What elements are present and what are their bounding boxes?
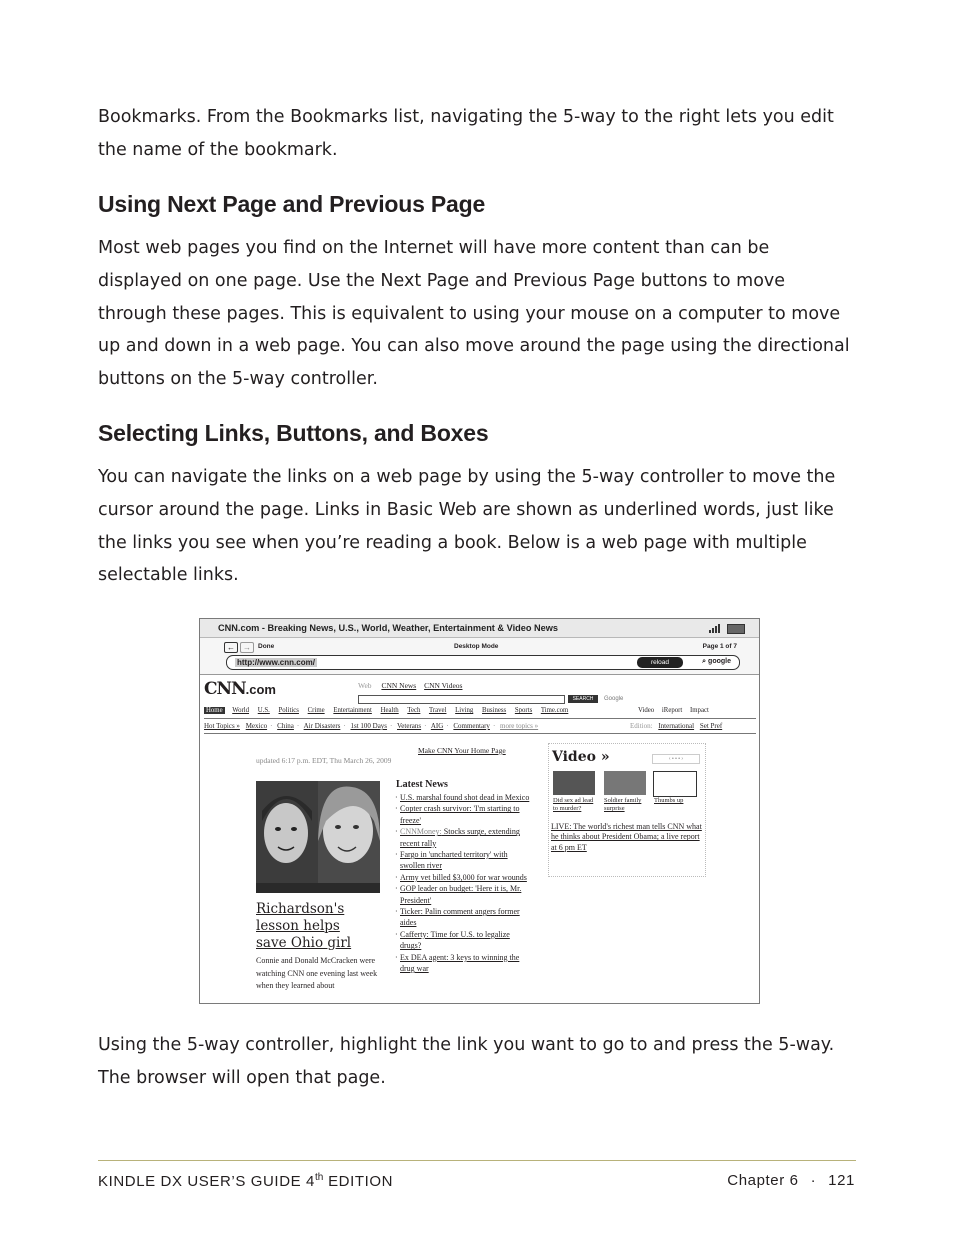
screenshot-window-title: CNN.com - Breaking News, U.S., World, Weather, Entertainment & Video News [218,623,559,633]
hot-topic-link[interactable]: Mexico [245,722,268,730]
nav-item-crime[interactable]: Crime [307,707,325,714]
cnn-top-nav [204,707,575,714]
latest-news-item[interactable] [396,803,530,826]
news-text[interactable]: Fargo in 'uncharted territory' with swollen river [400,850,508,871]
nav-item-impact[interactable]: Impact [690,707,709,714]
google-search-label: google [708,658,731,665]
set-pref-link[interactable]: Set Pref [699,722,723,730]
nav-item-health[interactable]: Health [380,707,399,714]
video-thumbnail[interactable] [553,771,595,795]
news-text[interactable]: Army vet billed $3,000 for war wounds [400,872,527,882]
paragraph-next-previous-page: Most web pages you find on the Internet will have more content than can be displayed on one page. Use the Next Page and Previous Page buttons to move through these pages. This is equivalent to using your mouse on a computer to move up and down in a web page. You can also move around the page using the directional buttons on the 5-way controller. [98,238,850,390]
nav-item-tech[interactable]: Tech [407,707,421,714]
search-tab-cnn-videos[interactable]: CNN Videos [424,681,463,690]
latest-news-item[interactable] [396,849,530,872]
cnn-top-nav-right [638,707,715,714]
video-carousel-controls[interactable]: ‹ • • • › [652,754,700,764]
news-text[interactable]: U.S. marshal found shot dead in Mexico [400,793,530,802]
search-tab-web[interactable]: Web [358,681,372,690]
hot-topic-link[interactable]: Air Disasters [303,722,341,730]
news-text[interactable]: Ex DEA agent: 3 keys to winning the drug war [400,952,520,974]
page-indicator: Page 1 of 7 [702,643,737,650]
headline-line[interactable]: Richardson's [256,901,345,917]
video-heading[interactable]: Video » [552,749,610,765]
nav-item-world[interactable]: World [232,707,250,714]
google-search-button[interactable]: ⌕ google [702,658,731,665]
footer-guide-suffix: EDITION [323,1173,394,1190]
edition-label: Edition: [630,722,653,730]
kindle-browser-screenshot [199,618,760,1004]
news-source-prefix: CNNMoney: [400,827,442,837]
hot-topic-link[interactable]: 1st 100 Days [350,722,388,730]
video-thumbnail[interactable] [653,771,697,797]
edition-selector [630,722,722,730]
footer-page-info [727,1172,855,1189]
battery-icon [727,624,745,634]
video-caption[interactable]: Soldier family surprise [604,797,642,812]
footer-guide-prefix: KINDLE DX USER’S GUIDE 4 [98,1173,315,1190]
latest-news-list [396,792,530,975]
latest-news-item[interactable] [396,906,530,929]
nav-item-travel[interactable]: Travel [428,707,447,714]
hot-topic-link[interactable]: more topics » [500,722,539,730]
hot-topic-link[interactable]: Veterans [397,722,422,730]
footer-dot: · [810,1172,817,1189]
footer-chapter: Chapter 6 [727,1172,799,1189]
hot-topics-divider [204,733,756,734]
latest-news-item[interactable] [396,952,530,975]
news-text[interactable]: Copter crash survivor: 'I'm starting to freeze' [400,804,520,825]
nav-item-video[interactable]: Video [638,707,655,714]
footer-guide-sup: th [314,1172,324,1183]
heading-next-previous-page: Using Next Page and Previous Page [98,191,486,217]
top-story-summary: Connie and Donald McCracken were watching CNN one evening last week when they learned about [256,956,378,990]
headline-line[interactable]: save Ohio girl [256,935,352,951]
paragraph-5way-instructions: Using the 5-way controller, highlight the link you want to go to and press the 5-way. The browser will open that page. [98,1035,835,1088]
video-thumbnail[interactable] [604,771,646,795]
hot-topics-label[interactable]: Hot Topics » [204,722,240,730]
back-arrow-icon[interactable]: ← [224,642,238,653]
news-text[interactable]: GOP leader on budget: 'Here it is, Mr. President' [400,884,522,905]
hot-topic-link[interactable]: Commentary [453,722,490,730]
nav-item-time[interactable]: Time.com [540,707,569,714]
forward-arrow-icon[interactable]: → [240,642,254,653]
nav-item-ireport[interactable]: iReport [661,707,683,714]
cnn-search-input[interactable] [358,695,565,704]
heading-selecting-links: Selecting Links, Buttons, and Boxes [98,420,489,446]
latest-news-item[interactable] [396,792,530,803]
top-story-headline[interactable] [256,901,351,952]
latest-news-item[interactable] [396,872,530,883]
browser-nav-bar [200,638,759,675]
cnn-search-button[interactable]: SEARCH [568,695,598,703]
updated-timestamp: updated 6:17 p.m. EDT, Thu March 26, 2009 [256,756,392,765]
news-text[interactable]: Cafferty: Time for U.S. to legalize drugs? [400,929,510,951]
latest-news-heading: Latest News [396,779,448,790]
news-text[interactable]: Ticker: Palin comment angers former aides [400,907,520,928]
footer-page-number: 121 [828,1172,855,1189]
latest-news-item[interactable] [396,826,530,849]
edition-international-link[interactable]: International [658,722,695,730]
hot-topic-link[interactable]: AIG [430,722,444,730]
url-text[interactable]: http://www.cnn.com/ [237,658,315,667]
cnn-logo-suffix: .com [245,682,276,697]
signal-strength-icon [709,624,723,633]
paragraph-selecting-links: You can navigate the links on a web page by using the 5-way controller to move the cursor around the page. Links in Basic Web are shown as underlined words, just like the links you see when you’re reading a book. Below is a web page with multiple selectable links. [98,467,836,586]
search-tabs [358,681,468,690]
video-caption[interactable]: Thumbs up [654,797,684,804]
latest-news-item[interactable] [396,883,530,906]
nav-item-home[interactable]: Home [206,707,223,714]
nav-item-living[interactable]: Living [455,707,474,714]
reload-button[interactable]: reload [637,657,683,668]
footer-guide-title [98,1172,393,1190]
nav-item-entertainment[interactable]: Entertainment [333,707,372,714]
search-tab-cnn-news[interactable]: CNN News [381,681,417,690]
nav-item-sports[interactable]: Sports [514,707,533,714]
latest-news-item[interactable] [396,929,530,952]
nav-item-politics[interactable]: Politics [278,707,299,714]
nav-divider [204,718,756,719]
news-text[interactable]: Stocks surge, extending recent rally [400,827,520,848]
nav-item-business[interactable]: Business [481,707,507,714]
desktop-mode-label: Desktop Mode [454,643,499,650]
url-bar[interactable] [226,655,740,670]
screenshot-title-bar [200,619,759,638]
hot-topics-bar: Hot Topics » Mexico · China · Air Disasters · 1st 100 Days · Veterans · AIG · Commentary · more topics » [204,722,539,730]
google-brand-label: Google [604,696,624,702]
cnn-logo[interactable] [204,679,276,699]
top-story-photo[interactable] [256,781,380,893]
cnn-logo-letters: CNN [204,679,246,699]
make-home-page-link[interactable]: Make CNN Your Home Page [418,746,506,755]
footer-divider [98,1160,856,1161]
hot-topic-link[interactable]: China [277,722,294,730]
headline-line[interactable]: lesson helps [256,918,340,934]
video-caption[interactable]: Did sex ad lead to murder? [553,797,594,812]
nav-item-us[interactable]: U.S. [257,707,270,714]
video-live-description[interactable]: LIVE: The world's richest man tells CNN what he thinks about President Obama; a live report at 6 pm ET [551,822,702,852]
done-button[interactable]: Done [258,643,275,650]
paragraph-bookmarks: Bookmarks. From the Bookmarks list, navigating the 5-way to the right lets you edit the name of the bookmark. [98,107,834,160]
